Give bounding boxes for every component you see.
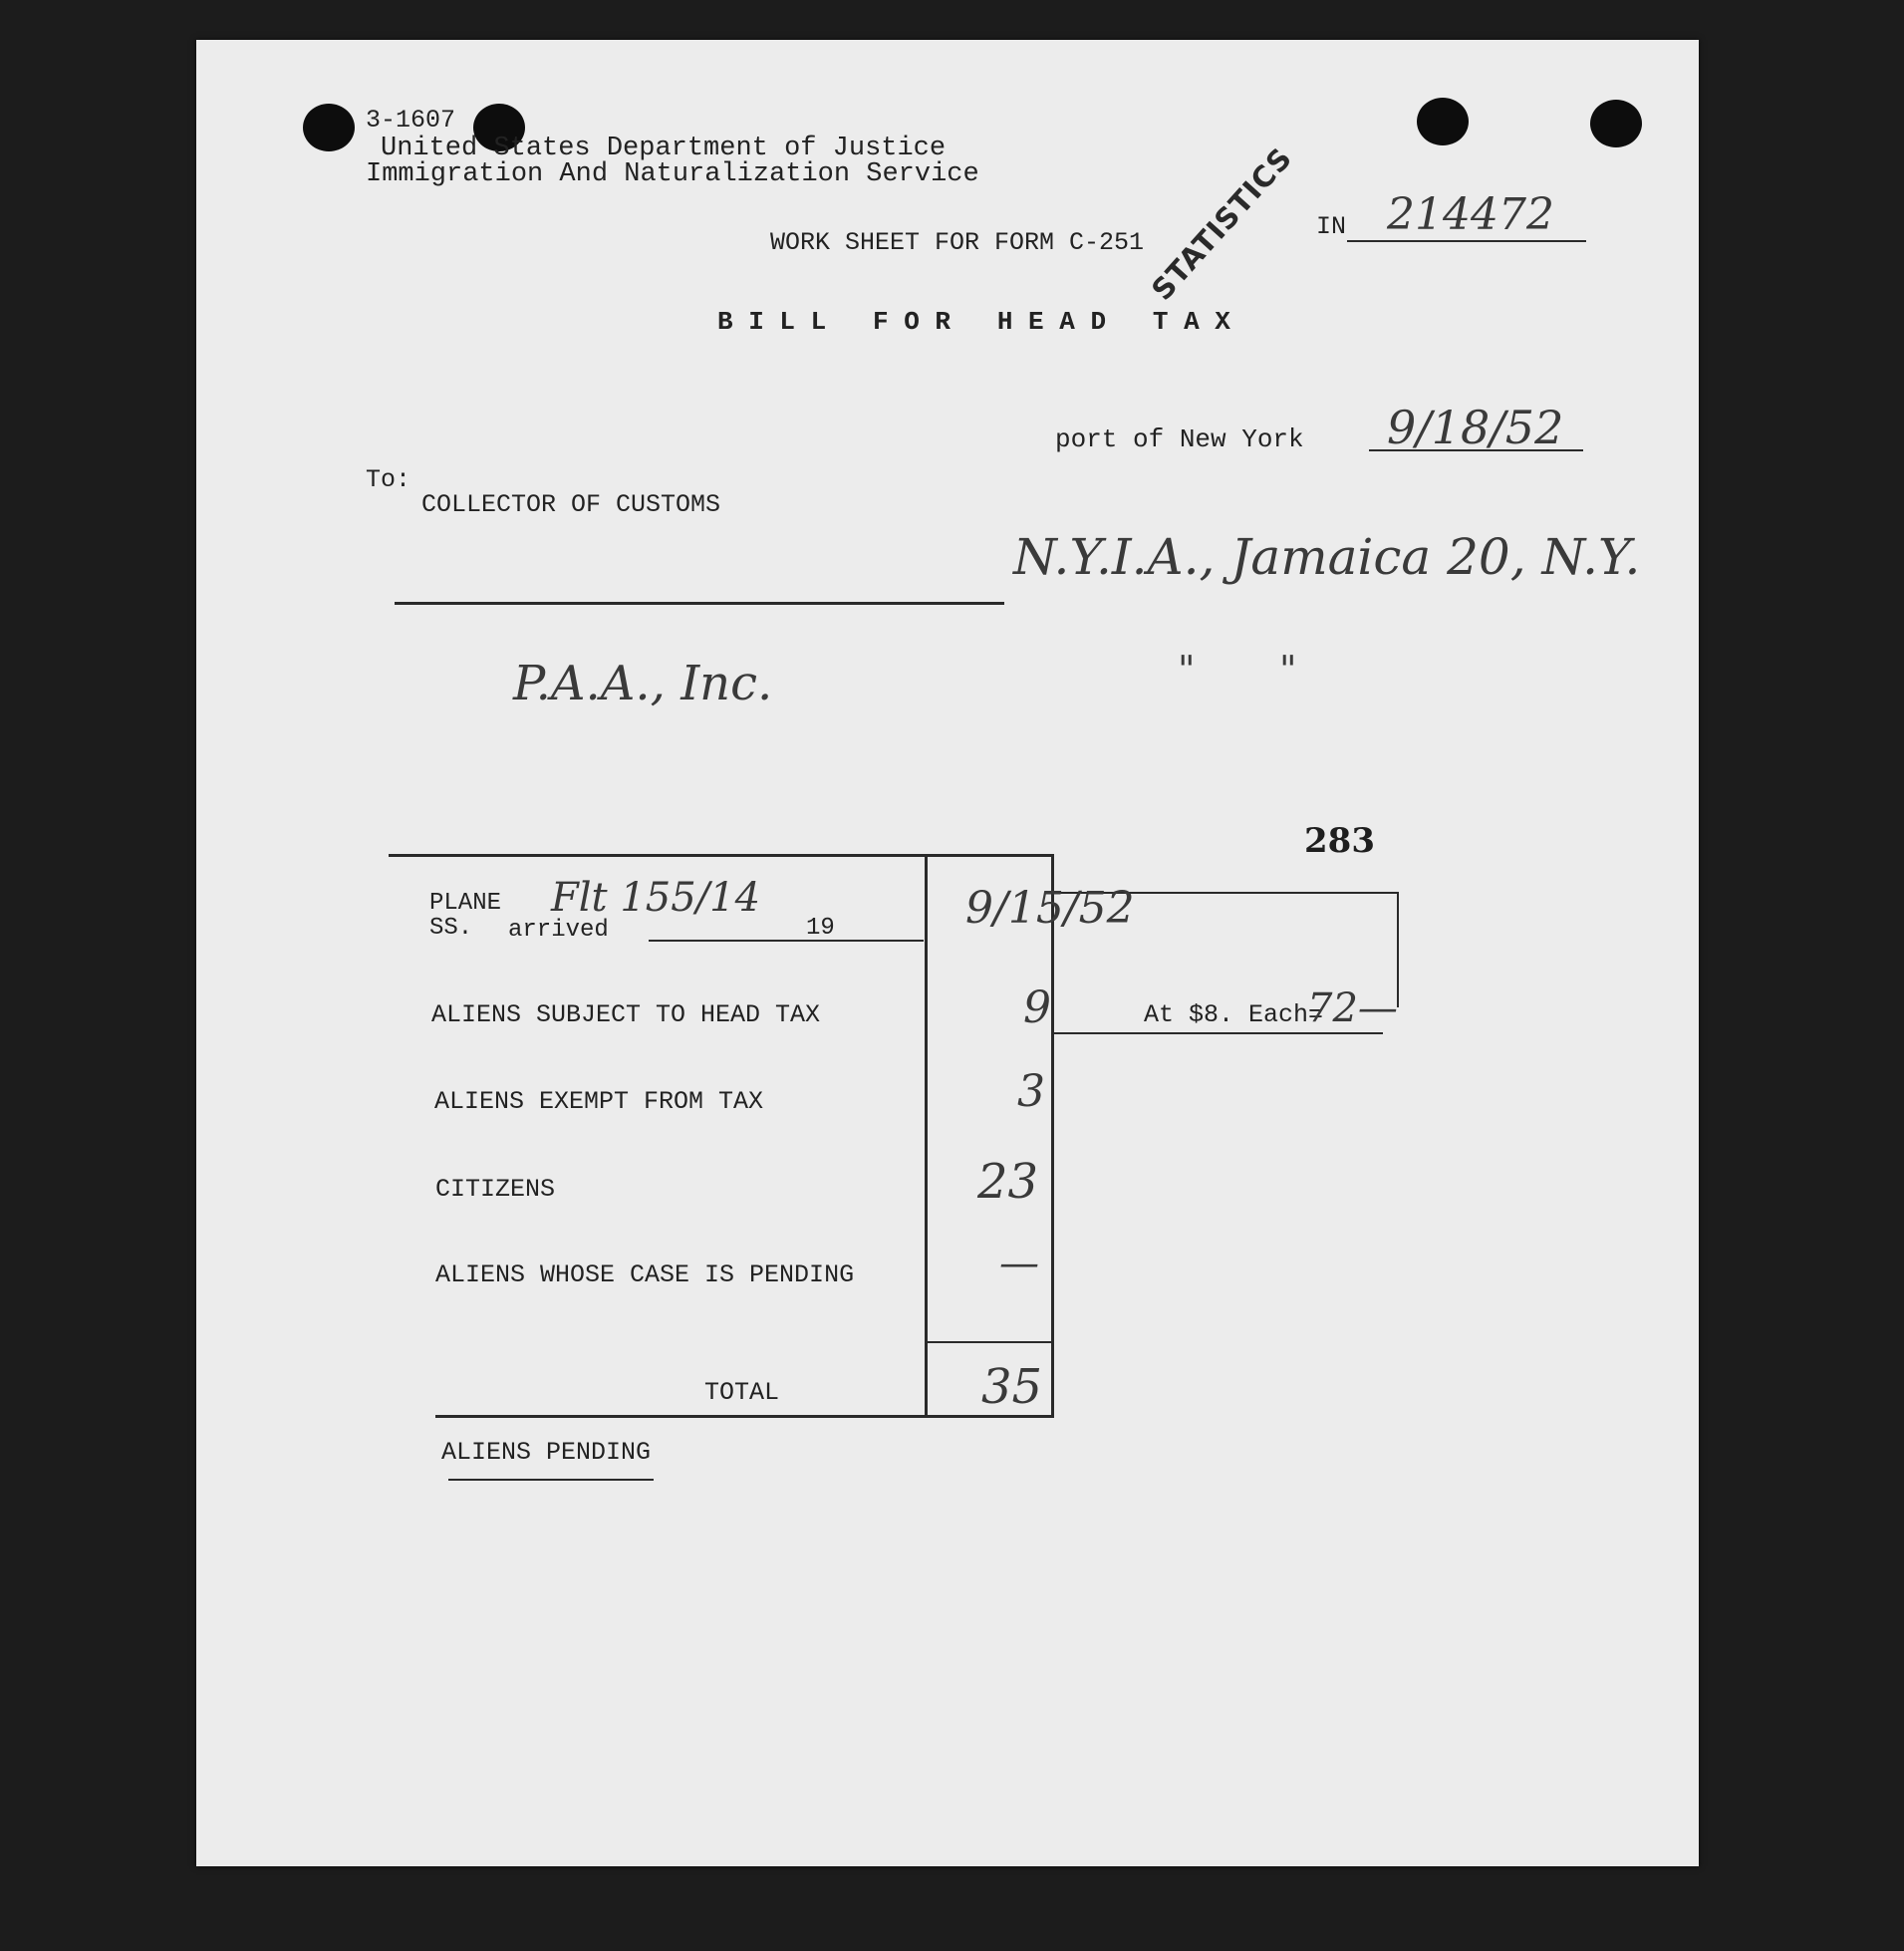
worksheet-title: WORK SHEET FOR FORM C-251 [770, 228, 1145, 257]
row-value-subject-to-tax: 9 [1023, 982, 1051, 1033]
port-label: port of New York [1055, 424, 1304, 454]
in-number-line [1347, 240, 1586, 242]
arrival-date: 9/15/52 [965, 883, 1135, 934]
value-column-left [925, 854, 928, 1417]
ss-label: SS. [429, 915, 473, 942]
row-label-pending-case: ALIENS WHOSE CASE IS PENDING [435, 1260, 855, 1289]
row-label-subject-to-tax: ALIENS SUBJECT TO HEAD TAX [431, 1000, 821, 1029]
recipient-line [395, 602, 1004, 605]
arrived-line [649, 940, 924, 942]
statistics-stamp: STATISTICS [1145, 140, 1299, 307]
ditto-marks: " " [1178, 648, 1297, 692]
total-value: 35 [981, 1359, 1043, 1415]
handwritten-company: P.A.A., Inc. [513, 656, 773, 711]
agency-name: United States Department of Justice [381, 134, 947, 163]
value-column-right [1051, 854, 1054, 1417]
arrived-label: arrived [508, 917, 609, 944]
in-label: IN [1316, 212, 1347, 241]
total-rule [435, 1415, 1054, 1418]
row-label-citizens: CITIZENS [435, 1175, 556, 1204]
plane-label: PLANE [429, 890, 502, 917]
total-separator [928, 1341, 1051, 1343]
form-number: 3-1607 [366, 106, 456, 135]
aliens-pending-label: ALIENS PENDING [441, 1438, 652, 1467]
table-top-rule [389, 854, 1054, 857]
document-page [196, 40, 1699, 1866]
bill-title: B I L L F O R H E A D T A X [717, 307, 1230, 337]
rate-label: At $8. Each= [1144, 1000, 1324, 1029]
row-value-citizens: 23 [977, 1154, 1039, 1210]
agency-service: Immigration And Naturalization Service [366, 159, 979, 189]
punch-hole [303, 104, 355, 151]
port-date: 9/18/52 [1387, 401, 1564, 454]
row-value-exempt: 3 [1017, 1066, 1045, 1117]
page-number: 283 [1304, 821, 1375, 861]
year-prefix: 19 [806, 915, 835, 942]
row-value-pending-case: — [999, 1241, 1039, 1286]
to-label: To: [366, 465, 411, 494]
punch-hole [1590, 100, 1642, 147]
total-label: TOTAL [704, 1378, 780, 1407]
punch-hole [1417, 98, 1469, 145]
rate-amount: 72— [1307, 985, 1398, 1031]
recipient: COLLECTOR OF CUSTOMS [421, 490, 721, 519]
flight-number: Flt 155/14 [551, 875, 761, 921]
pending-underline [448, 1479, 654, 1481]
rate-underline [1054, 1032, 1383, 1034]
in-number: 214472 [1387, 189, 1554, 240]
row-label-exempt: ALIENS EXEMPT FROM TAX [434, 1087, 764, 1116]
handwritten-location: N.Y.I.A., Jamaica 20, N.Y. [1013, 528, 1641, 586]
